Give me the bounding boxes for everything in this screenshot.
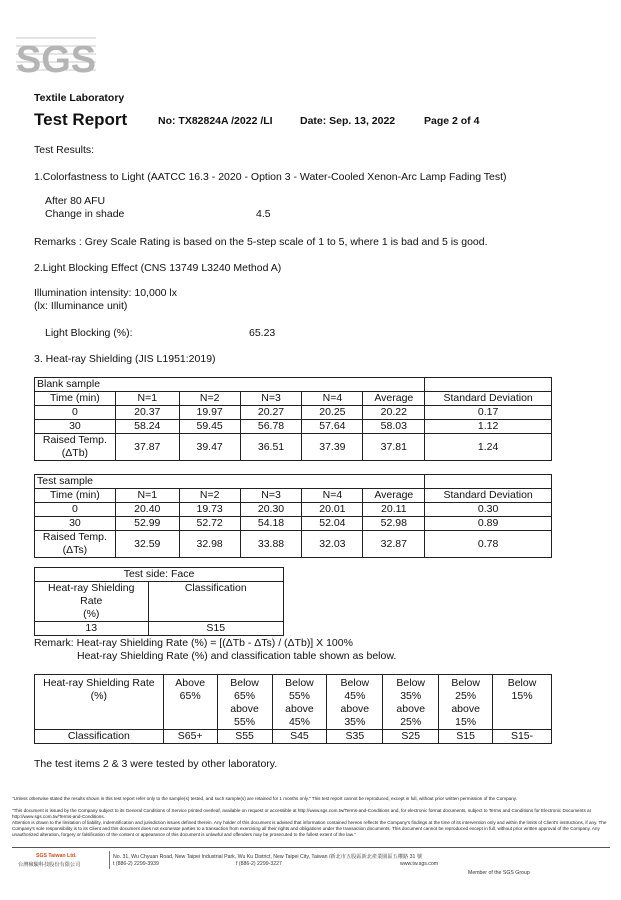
report-number: No: TX82824A /2022 /LI xyxy=(158,115,273,127)
table-row: 30 58.24 59.45 56.78 57.64 58.03 1.12 xyxy=(35,420,552,434)
section2-unit: (lx: Illuminance unit) xyxy=(34,300,128,312)
shielding-classification: S15 xyxy=(148,622,284,636)
remark-formula-2: Heat-ray Shielding Rate (%) and classification table shown as below. xyxy=(77,650,397,662)
table-row: Raised Temp. (ΔTb) 37.87 39.47 36.51 37.39 37.81 1.24 xyxy=(35,434,552,461)
table-header-row: Time (min) N=1 N=2 N=3 N=4 Average Standard Deviation xyxy=(35,392,552,406)
footer-website[interactable]: www.tw.sgs.com xyxy=(400,861,439,867)
test-results-heading: Test Results: xyxy=(34,144,95,156)
section1-after: After 80 AFU xyxy=(45,195,106,207)
table-header-row: Heat-ray Shielding Rate (%) Above 65% Below 65% above 55% Below 55% above 45% Below 45% above 35% Below 35% above 25% Below 25% above 15% Below 15% xyxy=(35,675,552,730)
footer-tel: t (886-2) 2299-3939 xyxy=(113,861,159,867)
shielding-result-table xyxy=(34,567,284,636)
page-number: Page 2 of 4 xyxy=(424,115,480,127)
report-title: Test Report xyxy=(34,110,128,129)
disclaimer-2: "This document is issued by the Company subject to its General Conditions of Service printed overleaf, available on request or accessible at http://www.sgs.com.tw/Terms-and-Conditions and, for electronic format documents, subject to Terms and Conditions for Electronic Documents at http://www.sgs.com.tw/Terms-and-Conditions. xyxy=(12,808,591,819)
footer-divider xyxy=(12,847,610,848)
table-caption: Test side: Face xyxy=(35,568,284,582)
report-header xyxy=(34,110,594,130)
table-row xyxy=(35,378,552,392)
remark-formula: Remark: Heat-ray Shielding Rate (%) = [(ΔTb - ΔTs) / (ΔTb)] X 100% xyxy=(34,637,353,649)
light-blocking-value: 65.23 xyxy=(249,327,276,339)
table-row: 0 20.37 19.97 20.27 20.25 20.22 0.17 xyxy=(35,406,552,420)
test-sample-table xyxy=(34,474,552,558)
disclaimer-1: "Unless otherwise stated the results shown in this test report refer only to the sample(s) tested, and such sample(s) are retained for 1 months only." This test report cannot be reproduced, except in full, without prior written permission of the Company. xyxy=(12,796,517,801)
section1-title: 1.Colorfastness to Light (AATCC 16.3 - 2020 - Option 3 - Water-Cooled Xenon-Arc Lamp Fading Test) xyxy=(34,171,507,183)
section2-illumination: Illumination intensity: 10,000 lx xyxy=(34,287,177,299)
section3-title: 3. Heat-ray Shielding (JIS L1951:2019) xyxy=(34,353,216,365)
sgs-logo xyxy=(16,30,96,80)
table-caption: Blank sample xyxy=(35,378,425,392)
footer-address: No. 31, Wu Chyuan Road, New Taipei Industrial Park, Wu Ku District, New Taipei City, Taiwan /新北市五股區新北產業園區五權路 31 號 xyxy=(113,854,423,860)
table-row xyxy=(35,568,284,582)
footer-brand: SGS Taiwan Ltd. xyxy=(36,853,77,859)
light-blocking-label: Light Blocking (%): xyxy=(45,327,133,339)
section1-change: Change in shade xyxy=(45,208,125,220)
logo-text: SGS xyxy=(16,39,96,80)
raised-temp-label: Raised Temp. (ΔTb) xyxy=(35,434,116,461)
section2-title: 2.Light Blocking Effect (CNS 13749 L3240 Method A) xyxy=(34,262,282,274)
classification-table xyxy=(34,674,552,744)
table-row: 30 52.99 52.72 54.18 52.04 52.98 0.89 xyxy=(35,517,552,531)
raised-temp-label: Raised Temp. (ΔTs) xyxy=(35,531,116,558)
table-row: Raised Temp. (ΔTs) 32.59 32.98 33.88 32.03 32.87 0.78 xyxy=(35,531,552,558)
disclaimer-3: Attention is drawn to the limitation of liability, indemnification and jurisdiction issues defined therein. Any holder of this document is advised that information contained hereon reflects the Company's findings at the time of its intervention only and within the limits of Client's instructions, if any. The Company's sole responsibility is to its Client and this document does not exonerate parties to a transaction from exercising all their rights and obligations under the transaction documents. This document cannot be reproduced except in full, without prior written approval of the Company. Any unauthorized alteration, forgery or falsification of the content or appearance of this document is unlawful and offenders may be prosecuted to the fullest extent of the law." xyxy=(12,820,607,837)
table-row xyxy=(35,622,284,636)
footer-separator xyxy=(109,851,110,869)
table-header-row: Time (min) N=1 N=2 N=3 N=4 Average Standard Deviation xyxy=(35,489,552,503)
remarks: Remarks : Grey Scale Rating is based on the 5-step scale of 1 to 5, where 1 is bad and 5 is good. xyxy=(34,236,488,248)
lab-title: Textile Laboratory xyxy=(34,92,125,104)
footer-fax: f (886-2) 2299-3227 xyxy=(236,861,282,867)
table-row: 0 20.40 19.73 20.30 20.01 20.11 0.30 xyxy=(35,503,552,517)
footer-member: Member of the SGS Group xyxy=(468,870,530,876)
section1-value: 4.5 xyxy=(256,208,271,220)
report-date: Date: Sep. 13, 2022 xyxy=(300,115,396,127)
table-row: Classification S65+ S55 S45 S35 S25 S15 S15- xyxy=(35,730,552,744)
other-lab-note: The test items 2 & 3 were tested by other laboratory. xyxy=(34,758,278,770)
table-header-row: Heat-ray Shielding Rate (%) Classification xyxy=(35,582,284,622)
footer-brand-cn: 台灣檢驗科技股份有限公司 xyxy=(18,862,81,868)
shielding-rate: 13 xyxy=(35,622,149,636)
table-caption: Test sample xyxy=(35,475,425,489)
blank-sample-table xyxy=(34,377,552,461)
table-row xyxy=(35,475,552,489)
